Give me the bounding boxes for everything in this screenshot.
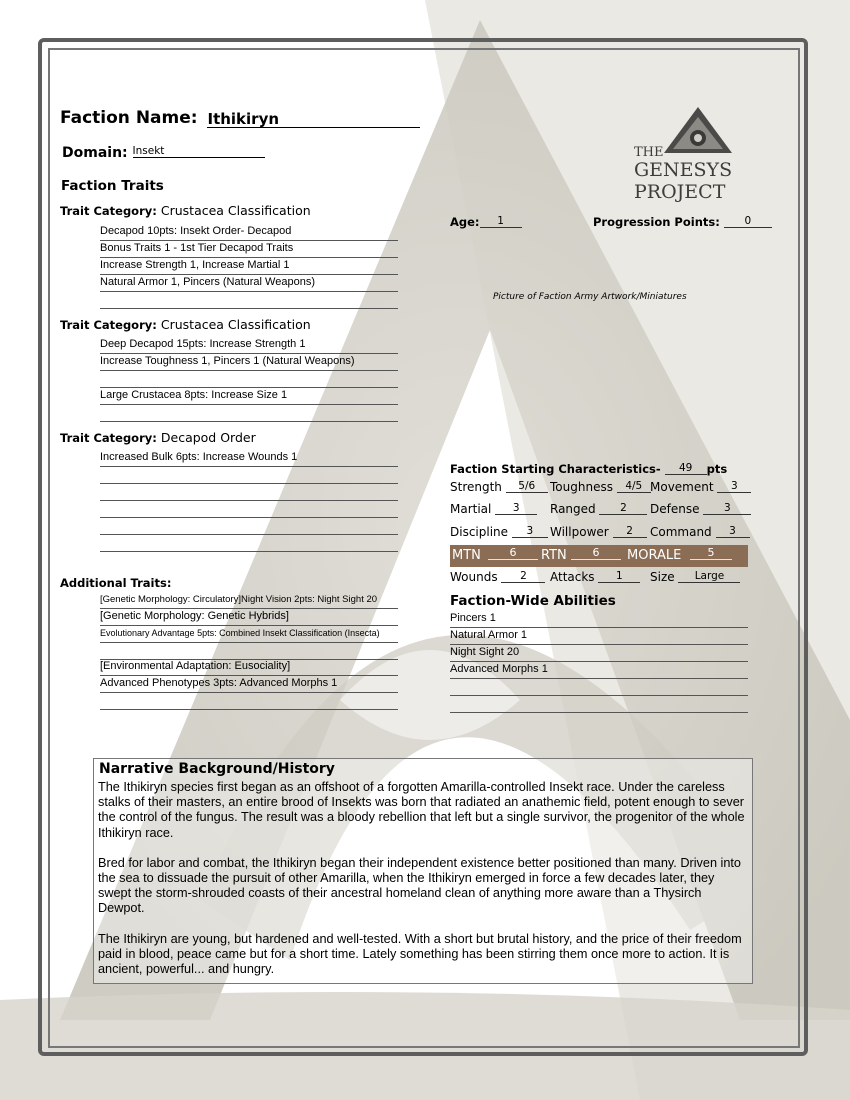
- progression-label: Progression Points:: [593, 215, 720, 229]
- trait-category-1: [60, 203, 311, 218]
- trait-line: Natural Armor 1, Pincers (Natural Weapons): [100, 275, 398, 292]
- narrative-heading: Narrative Background/History: [99, 761, 335, 777]
- trait-category-value: Decapod Order: [160, 430, 256, 445]
- wounds-label: Wounds: [450, 570, 498, 584]
- additional-trait-line: [Environmental Adaptation: Eusociality]: [100, 659, 398, 676]
- willpower-label: Willpower: [550, 525, 609, 539]
- attacks-label: Attacks: [550, 570, 595, 584]
- narrative-paragraph: The Ithikiryn species first began as an offshoot of a forgotten Amarilla-controlled Insekt race. Under the careless stalks of their masters, an entire brood of Insekts was born that radiated an anathemic field, potent enough to sever the control of the fungus. The result was a bloody rebellion that left but a single survivor, the progenitor of the whole Ithikiryn race.: [98, 780, 745, 840]
- trait-line: Increase Strength 1, Increase Martial 1: [100, 258, 398, 275]
- trait-category-3: [60, 430, 256, 445]
- mtn-label: MTN: [452, 548, 481, 563]
- trait-category-value: Crustacea Classification: [160, 317, 311, 332]
- trait-line: [100, 292, 398, 309]
- progression-row: [593, 215, 772, 229]
- ability-line: [450, 696, 748, 713]
- narrative-text: [98, 780, 748, 992]
- age-row: [450, 215, 522, 229]
- willpower-value: 2: [613, 525, 647, 538]
- trait-line: [100, 484, 398, 501]
- trait-line: [100, 501, 398, 518]
- trait-line: [100, 371, 398, 388]
- trait-category-label: Trait Category:: [60, 318, 157, 332]
- domain-label: Domain:: [62, 145, 128, 161]
- command-value: 3: [716, 525, 750, 538]
- strength-stat: [450, 480, 548, 494]
- wounds-value: 2: [501, 570, 545, 583]
- domain-row: [62, 145, 265, 161]
- martial-stat: [450, 502, 537, 516]
- willpower-stat: [550, 525, 647, 539]
- strength-value: 5/6: [506, 480, 548, 493]
- strength-label: Strength: [450, 480, 502, 494]
- points-value: 49: [665, 462, 707, 475]
- logo-line-the: THE: [634, 145, 664, 160]
- morale-value: 5: [690, 546, 732, 560]
- defense-value: 3: [703, 502, 751, 515]
- attacks-value: 1: [598, 570, 640, 583]
- additional-trait-line: [Genetic Morphology: Circulatory]Night Vision 2pts: Night Sight 20: [100, 592, 398, 609]
- trait-line: [100, 405, 398, 422]
- ranged-value: 2: [599, 502, 647, 515]
- points-suffix: pts: [706, 462, 728, 476]
- faction-traits-heading: Faction Traits: [61, 178, 164, 194]
- ranged-label: Ranged: [550, 502, 596, 516]
- trait-line: [100, 467, 398, 484]
- additional-trait-line: Advanced Phenotypes 3pts: Advanced Morphs 1: [100, 676, 398, 693]
- mtn-value: 6: [488, 546, 538, 560]
- trait-category-value: Crustacea Classification: [160, 203, 311, 218]
- toughness-stat: [550, 480, 651, 494]
- martial-label: Martial: [450, 502, 492, 516]
- trait-line: Deep Decapod 15pts: Increase Strength 1: [100, 337, 398, 354]
- ability-line: Advanced Morphs 1: [450, 662, 748, 679]
- command-label: Command: [650, 525, 712, 539]
- trait-category-label: Trait Category:: [60, 431, 157, 445]
- ability-line: Natural Armor 1: [450, 628, 748, 645]
- ability-line: Night Sight 20: [450, 645, 748, 662]
- defense-label: Defense: [650, 502, 700, 516]
- discipline-value: 3: [512, 525, 548, 538]
- ability-line: [450, 679, 748, 696]
- additional-traits-heading: Additional Traits:: [60, 576, 172, 590]
- mtn-rtn-morale-bar: [450, 545, 748, 567]
- discipline-label: Discipline: [450, 525, 509, 539]
- movement-stat: [650, 480, 751, 494]
- domain-value: Insekt: [133, 145, 265, 158]
- trait-line: Increased Bulk 6pts: Increase Wounds 1: [100, 450, 398, 467]
- characteristics-heading-row: [450, 462, 727, 476]
- logo-line-project: PROJECT: [634, 181, 726, 203]
- additional-trait-line: Evolutionary Advantage 5pts: Combined Insekt Classification (Insecta): [100, 626, 398, 643]
- trait-line: Decapod 10pts: Insekt Order- Decapod: [100, 224, 398, 241]
- toughness-value: 4/5: [617, 480, 651, 493]
- morale-label: MORALE: [627, 548, 682, 563]
- attacks-stat: [550, 570, 640, 584]
- rtn-label: RTN: [541, 548, 567, 563]
- ability-line: Pincers 1: [450, 611, 748, 628]
- logo-line-genesys: GENESYS: [634, 159, 733, 181]
- martial-value: 3: [495, 502, 537, 515]
- size-stat: [650, 570, 740, 584]
- narrative-paragraph: Bred for labor and combat, the Ithikiryn began their independent existence better positioned than many. Driven into the sea to dissuade the pursuit of other Amarilla, when the Ithikiryn emerged in force a few decades later, they swept the storm-shrouded coasts of their ancestral homeland clean of anything more aware than a Thysirch Dewpot.: [98, 855, 741, 916]
- progression-value: 0: [724, 215, 772, 228]
- characteristics-heading: Faction Starting Characteristics-: [450, 462, 661, 476]
- age-value: 1: [480, 215, 522, 228]
- additional-trait-line: [100, 643, 398, 660]
- additional-trait-line: [100, 693, 398, 710]
- trait-category-label: Trait Category:: [60, 204, 157, 218]
- picture-caption: Picture of Faction Army Artwork/Miniatures: [493, 292, 687, 302]
- abilities-heading: Faction-Wide Abilities: [450, 593, 616, 609]
- faction-name-label: Faction Name:: [60, 108, 198, 128]
- faction-name-row: [60, 108, 420, 128]
- toughness-label: Toughness: [550, 480, 613, 494]
- narrative-paragraph: The Ithikiryn are young, but hardened and well-tested. With a short but brutal history, and the price of their freedom paid in blood, peace came but for a short time. Lately something has been stirring them once more to action. It is ancient, powerful... and hungry.: [98, 931, 742, 977]
- defense-stat: [650, 502, 751, 516]
- movement-value: 3: [717, 480, 751, 493]
- size-value: Large: [678, 570, 740, 583]
- size-label: Size: [650, 570, 675, 584]
- movement-label: Movement: [650, 480, 714, 494]
- command-stat: [650, 525, 750, 539]
- age-label: Age:: [450, 215, 480, 229]
- trait-category-2: [60, 317, 311, 332]
- trait-line: [100, 535, 398, 552]
- faction-name-value: Ithikiryn: [207, 111, 420, 128]
- narrative-box: [93, 758, 753, 984]
- trait-line: Increase Toughness 1, Pincers 1 (Natural Weapons): [100, 354, 398, 371]
- wounds-stat: [450, 570, 545, 584]
- trait-line: [100, 518, 398, 535]
- trait-line: Bonus Traits 1 - 1st Tier Decapod Traits: [100, 241, 398, 258]
- rtn-value: 6: [571, 546, 621, 560]
- ranged-stat: [550, 502, 647, 516]
- discipline-stat: [450, 525, 548, 539]
- additional-trait-line: [Genetic Morphology: Genetic Hybrids]: [100, 609, 398, 626]
- trait-line: Large Crustacea 8pts: Increase Size 1: [100, 388, 398, 405]
- genesys-project-logo: [628, 105, 740, 210]
